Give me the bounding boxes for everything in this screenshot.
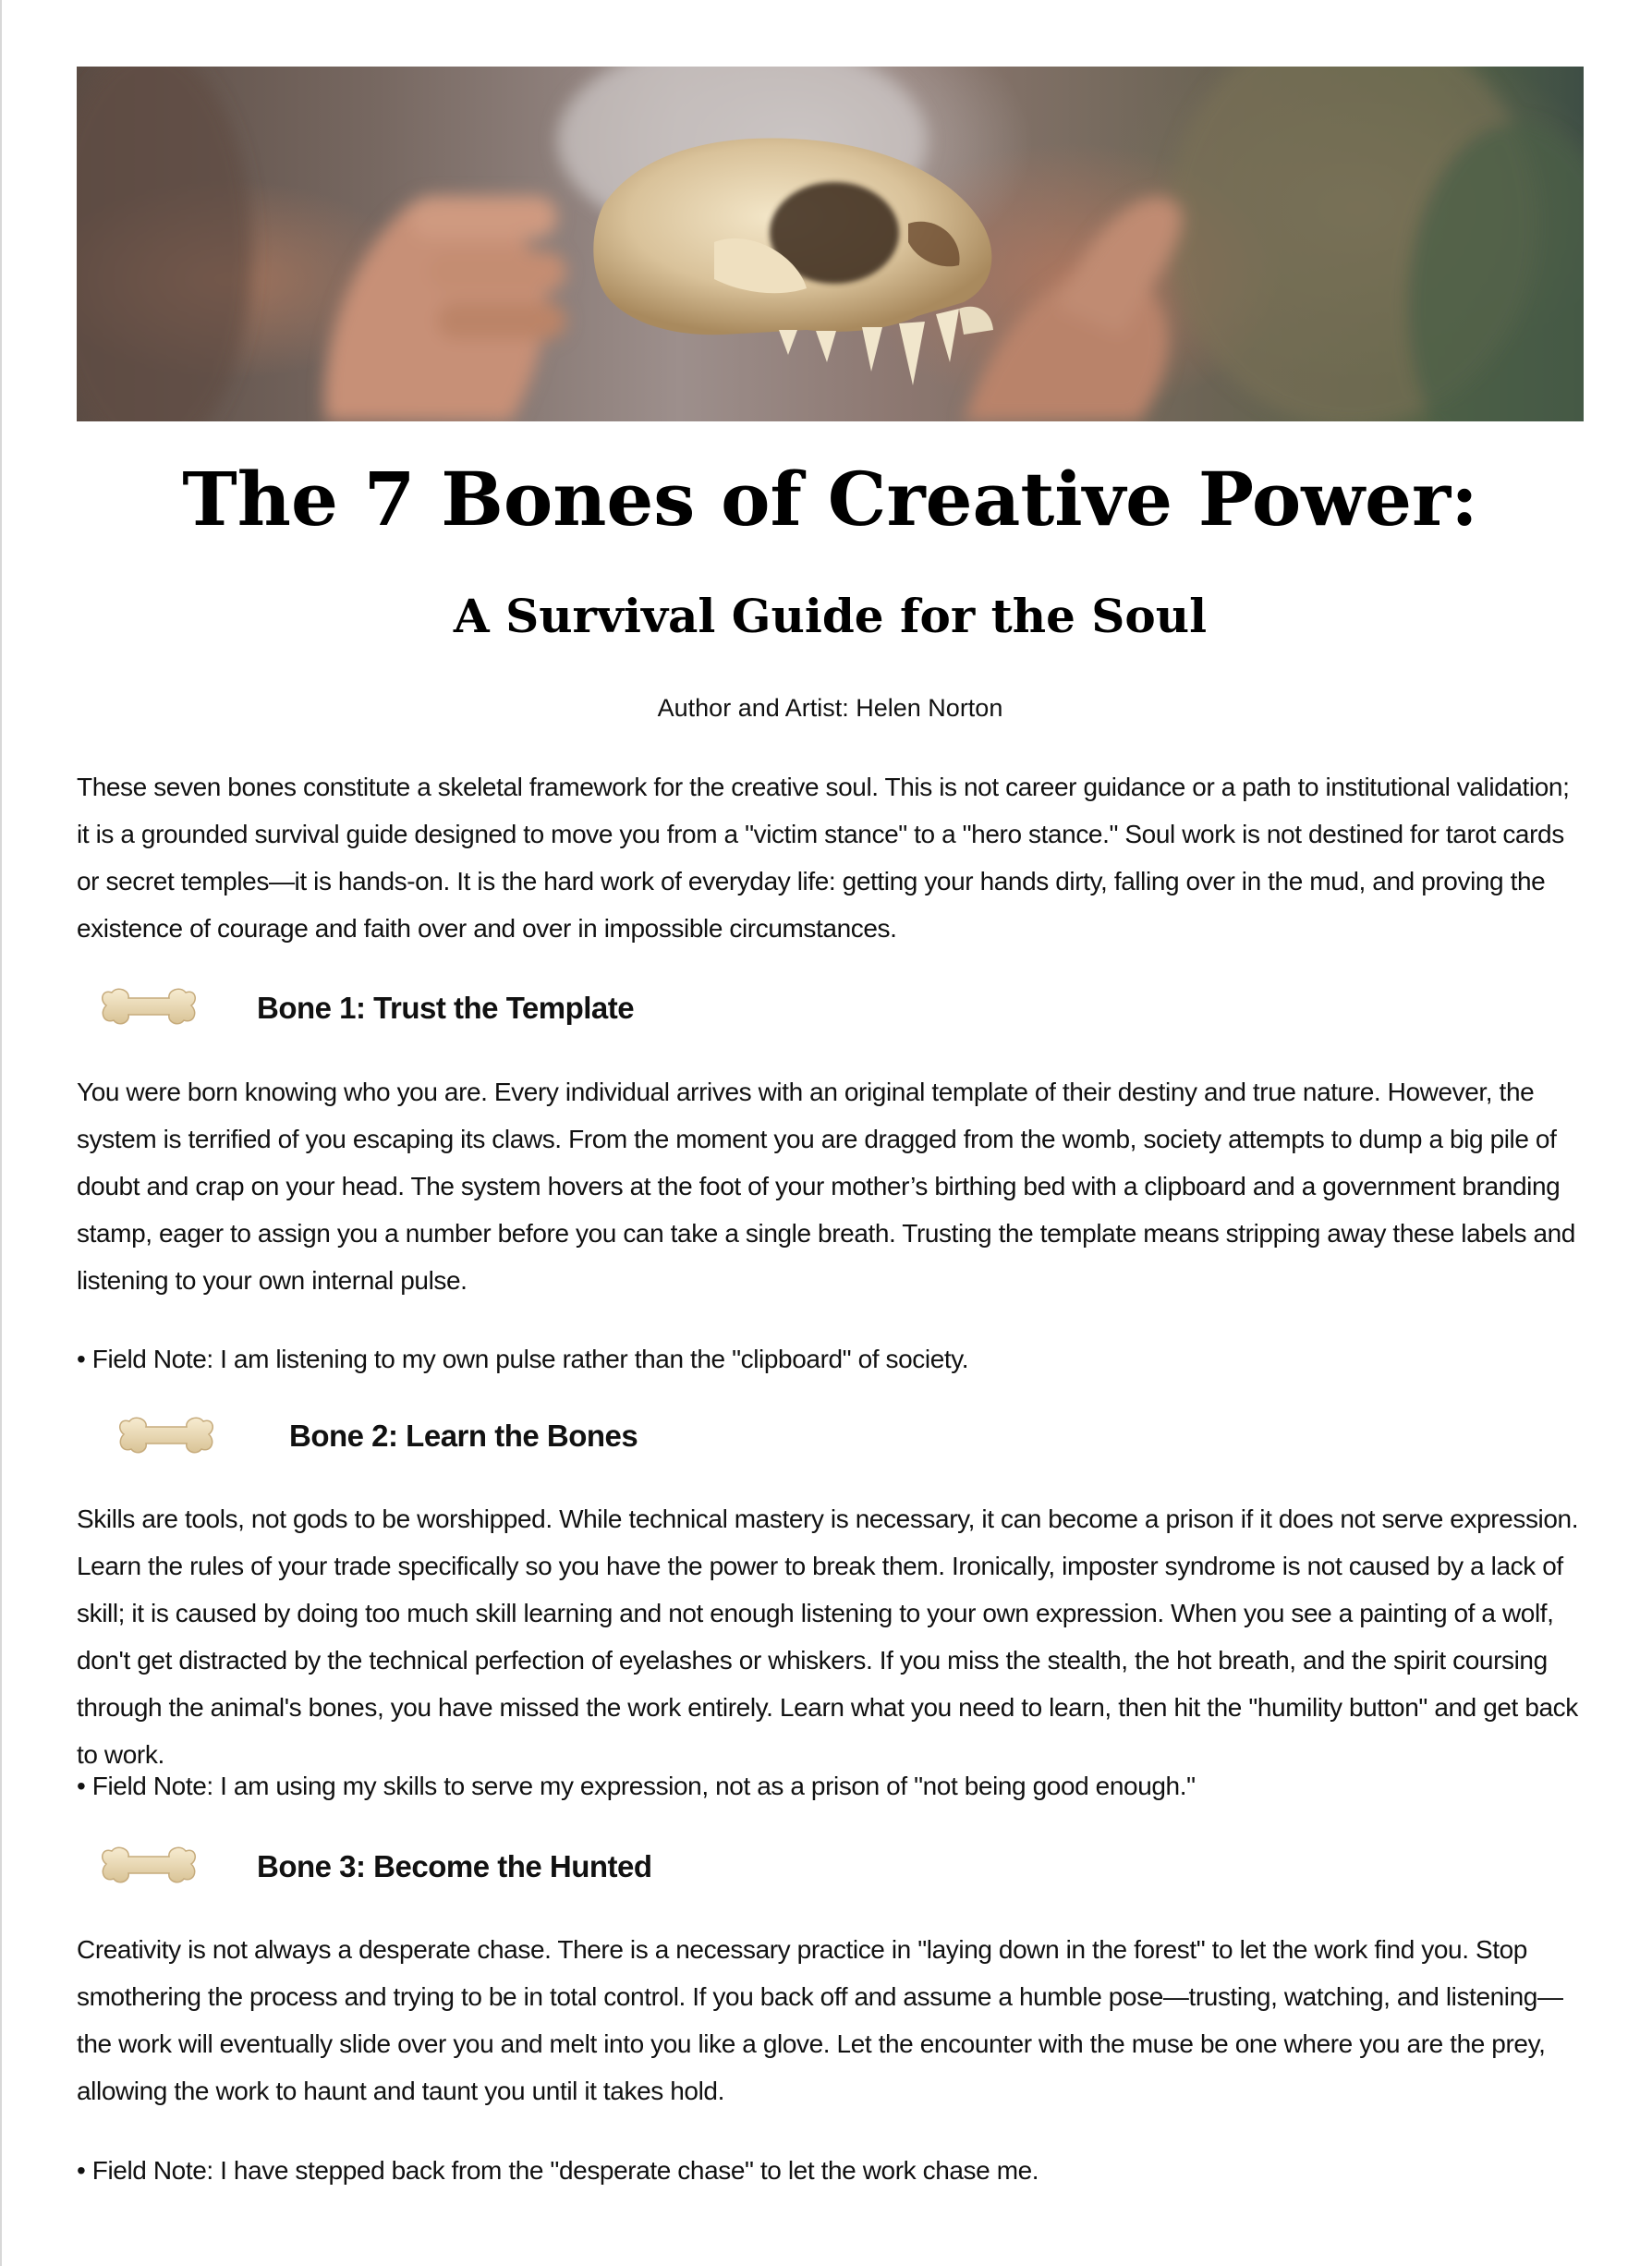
- intro-paragraph: These seven bones constitute a skeletal framework for the creative soul. This is not career guidance or a path to institutional validation; it is a grounded survival guide designed to move you from a "victim stance" to a "hero stance." Soul work is not destined for tarot cards or secret temples—it is hands-on. It is the hard work of everyday life: getting your hands dirty, falling over in the mud, and proving the existence of courage and faith over and over in impossible circumstances.: [77, 773, 1570, 943]
- hero-image: [77, 67, 1584, 421]
- bone-3-title: Bone 3: Become the Hunted: [257, 1849, 652, 1883]
- skull-photo: [77, 67, 1584, 421]
- bone-2-body: Skills are tools, not gods to be worshipped. While technical mastery is necessary, it can become a prison if it does not serve expression. Learn the rules of your trade specifically so you have the power to break them. Ironically, imposter syndrome is not caused by a lack of skill; it is caused by doing too much skill learning and not enough listening to your own expression. When you see a painting of a wolf, don't get distracted by the technical perfection of eyelashes or whiskers. If you miss the stealth, the hot breath, and the spirit coursing through the animal's bones, you have missed the work entirely. Learn what you need to learn, then hit the "humility button" and get back to work.: [77, 1505, 1579, 1769]
- bone-icon: [116, 1412, 216, 1464]
- bone-icon: [99, 983, 199, 1035]
- bone-3-body: Creativity is not always a desperate chase. There is a necessary practice in "laying down in the forest" to let the work find you. Stop smothering the process and trying to be in total control. If you back off and assume a humble pose—trusting, watching, and listening—the work will eventually slide over you and melt into you like a glove. Let the encounter with the muse be one where you are the prey, allowing the work to haunt and taunt you until it takes hold.: [77, 1935, 1563, 2105]
- bone-1-body: You were born knowing who you are. Every individual arrives with an original template of their destiny and true nature. However, the system is terrified of you escaping its claws. From the moment you are dragged from the womb, society attempts to dump a big pile of doubt and crap on your head. The system hovers at the foot of your mother’s birthing bed with a clipboard and a government branding stamp, eager to assign you a number before you can take a single breath. Trusting the template means stripping away these labels and listening to your own internal pulse.: [77, 1078, 1575, 1295]
- bone-3-field-note: • Field Note: I have stepped back from the "desperate chase" to let the work chase me.: [77, 2156, 1039, 2185]
- page-subtitle: A Survival Guide for the Soul: [453, 589, 1208, 643]
- bone-2-title: Bone 2: Learn the Bones: [289, 1419, 638, 1453]
- bone-2-field-note: • Field Note: I am using my skills to serve my expression, not as a prison of "not being good enough.": [77, 1772, 1196, 1800]
- bone-icon: [99, 1842, 199, 1894]
- author-byline: Author and Artist: Helen Norton: [657, 694, 1003, 722]
- bone-1-title: Bone 1: Trust the Template: [257, 991, 635, 1025]
- bone-1-field-note: • Field Note: I am listening to my own pulse rather than the "clipboard" of society.: [77, 1345, 969, 1373]
- page-title: The 7 Bones of Creative Power:: [182, 456, 1478, 542]
